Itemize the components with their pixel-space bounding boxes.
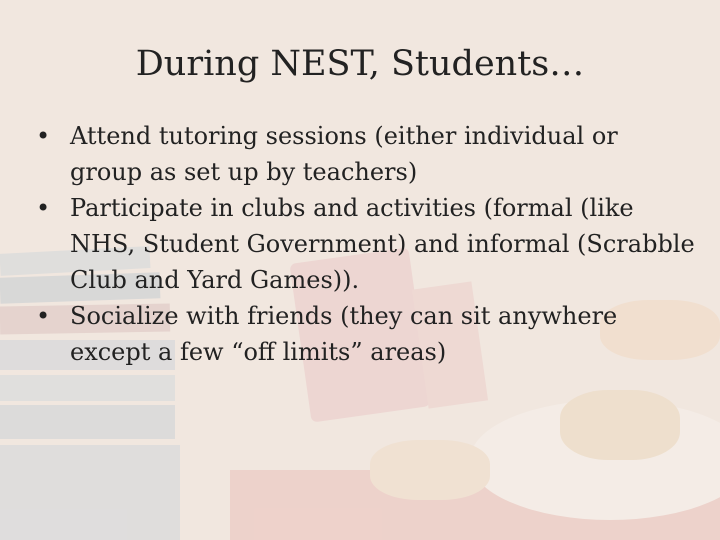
bullet-text: Attend tutoring sessions (either individual or group as set up by teachers) [70, 122, 618, 186]
slide-title: During NEST, Students… [135, 44, 585, 84]
bullet-list [36, 118, 696, 370]
bullet-item [36, 190, 696, 298]
bullet-item [36, 118, 696, 190]
bullet-icon: • [36, 302, 51, 330]
bullet-icon: • [36, 194, 51, 222]
bullet-text: Participate in clubs and activities (formal (like NHS, Student Government) and informal (Scrabble Club and Yard Games)). [70, 194, 695, 294]
bullet-icon: • [36, 122, 51, 150]
bullet-item [36, 298, 696, 370]
bullet-text: Socialize with friends (they can sit anywhere except a few “off limits” areas) [70, 302, 618, 366]
